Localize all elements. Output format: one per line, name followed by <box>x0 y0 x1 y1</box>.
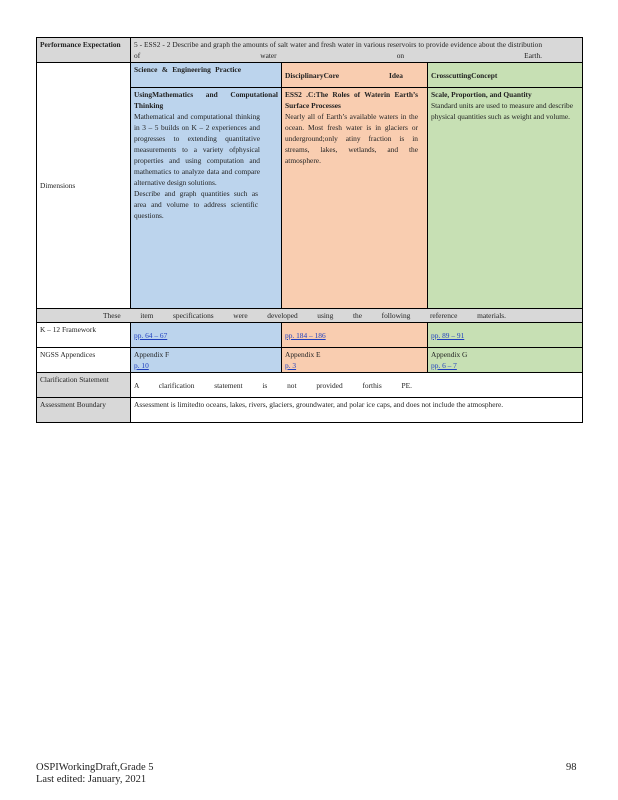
performance-expectation-row <box>37 38 583 63</box>
k12-dci-link[interactable]: pp. 184 – 186 <box>285 330 326 340</box>
sep-heading: UsingMathematics and Computational Thinking <box>134 90 278 110</box>
sep-intro: Mathematical and computational thinking in 3 – 5 builds on K – 2 experiences and progresses to extending quantitative measurements to a variety ofphysical properties and using computation and mathematics to analyze data and compare alternative design solutions. <box>134 112 260 187</box>
footer-edited: Last edited: January, 2021 <box>36 774 147 785</box>
ngss-ccc-appendix: Appendix G <box>431 350 468 359</box>
dimensions-header-row <box>37 63 583 88</box>
ccc-header: CrosscuttingConcept <box>428 63 583 88</box>
clarification-label: Clarification Statement <box>37 373 131 398</box>
reference-note: These item specifications were developed using the following reference materials. <box>37 309 583 323</box>
ngss-appendices-label: NGSS Appendices <box>37 348 131 373</box>
sep-bullet: Describe and graph quantities such as area and volume to address scientific questions. <box>134 189 258 220</box>
footer-draft: OSPIWorkingDraft,Grade 5 <box>36 762 154 773</box>
sep-body <box>131 88 282 309</box>
ngss-dci-link[interactable]: p. 3 <box>285 361 297 370</box>
ccc-body <box>428 88 583 309</box>
sep-header: Science & Engineering Practice <box>131 63 282 88</box>
ngss-ccc-cell <box>428 348 583 373</box>
ngss-sep-link[interactable]: p. 10 <box>134 361 149 370</box>
assessment-boundary-row <box>37 398 583 423</box>
ccc-heading: Scale, Proportion, and Quantity <box>431 90 532 99</box>
k12-framework-label: K – 12 Framework <box>37 323 131 348</box>
reference-note-row <box>37 309 583 323</box>
dci-heading: ESS2 .C:The Roles of Waterin Earth’s Surface Processes <box>285 90 418 110</box>
dci-bullet: Nearly all of Earth’s available waters in the ocean. Most fresh water is in glaciers or underground;only atiny fraction is in streams, lakes, wetlands, and the atmosphere. <box>285 112 418 165</box>
k12-sep-cell <box>131 323 282 348</box>
assessment-boundary-text: Assessment is limitedto oceans, lakes, rivers, glaciers, groundwater, and polar ice caps, and does not include the atmosphere. <box>131 398 583 423</box>
assessment-boundary-label: Assessment Boundary <box>37 398 131 423</box>
dimensions-label: Dimensions <box>37 63 131 309</box>
page-number: 98 <box>566 762 577 773</box>
item-specification-table <box>36 37 583 423</box>
k12-ccc-cell <box>428 323 583 348</box>
performance-expectation-label: Performance Expectation <box>37 38 131 63</box>
ngss-sep-cell <box>131 348 282 373</box>
k12-framework-row <box>37 323 583 348</box>
dci-header: DisciplinaryCore Idea <box>282 63 428 88</box>
k12-dci-cell <box>282 323 428 348</box>
ngss-appendices-row <box>37 348 583 373</box>
ngss-ccc-link[interactable]: pp. 6 – 7 <box>431 361 457 370</box>
clarification-text: A clarification statement is not provided forthis PE. <box>131 373 583 398</box>
k12-sep-link[interactable]: pp. 64 – 67 <box>134 330 168 340</box>
k12-ccc-link[interactable]: pp. 89 – 91 <box>431 330 465 340</box>
footer <box>36 762 154 786</box>
performance-expectation-text: 5 - ESS2 - 2 Describe and graph the amounts of salt water and fresh water in various reservoirs to provide evidence about the distribution of water on Earth. <box>131 38 583 63</box>
clarification-row <box>37 373 583 398</box>
dci-body <box>282 88 428 309</box>
ccc-bullet: Standard units are used to measure and describe physical quantities such as weight and volume. <box>431 101 574 121</box>
ngss-dci-appendix: Appendix E <box>285 350 321 359</box>
ngss-dci-cell <box>282 348 428 373</box>
ngss-sep-appendix: Appendix F <box>134 350 170 359</box>
